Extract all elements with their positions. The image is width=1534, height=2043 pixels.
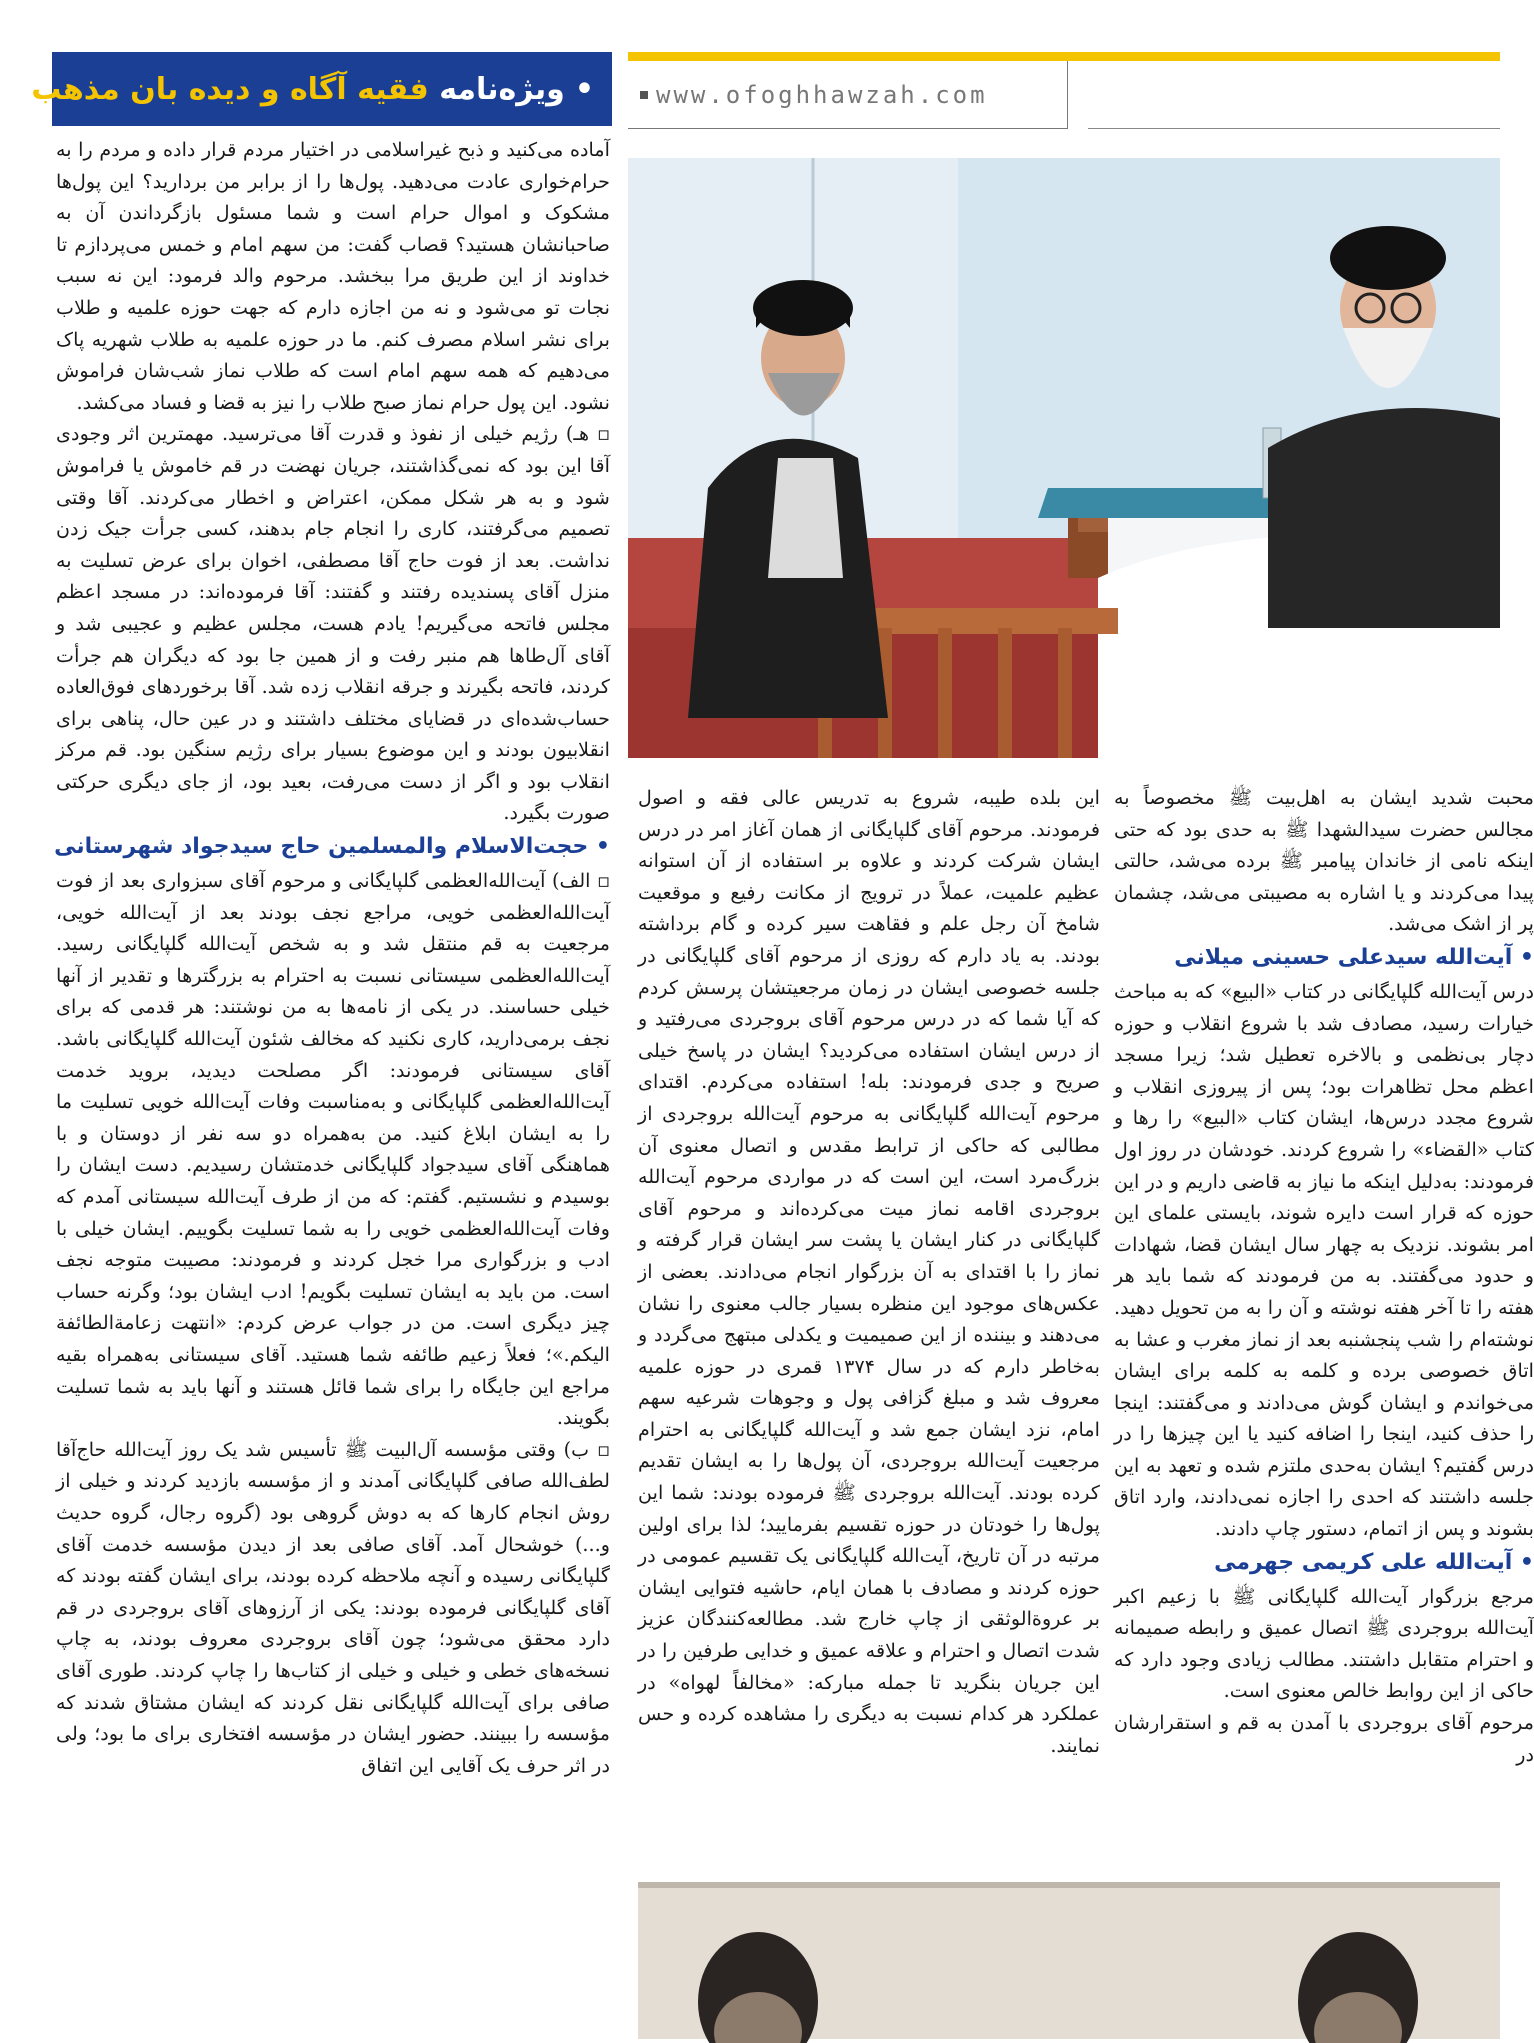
left-paragraph-3: ▫ الف) آیت‌الله‌العظمی گلپایگانی و مرحوم آقای سبزواری بعد از فوت آیت‌الله‌العظمی خویی، مراجع نجف بودند بعد از آیت‌الله خویی، مرجعیت به قم منتقل شد و به شخص آیت‌الله گلپایگانی رسید. آیت‌الله‌العظمی سیستانی نسبت به احترام به بزرگترها و تقدیر از آنها خیلی حساسند. در یکی از نامه‌ها به من نوشتند: هر قدمی که برای نجف برمی‌دارید، کاری نکنید که مخالف شئون آیت‌الله گلپایگانی باشد. آقای سیستانی فرمودند: اگر مصلحت دیدید، بروید خدمت آیت‌الله‌العظمی گلپایگانی و به‌مناسبت وفات آیت‌الله خویی تسلیت ما را به ایشان ابلاغ کنید. من به‌همراه دو سه نفر از دوستان و با هماهنگی آقای سیدجواد گلپایگانی خدمتشان رسیدیم. دست ایشان را بوسیدم و نشستیم. گفتم: که من از طرف آیت‌الله سیستانی آمدم که وفات آیت‌الله‌العظمی خویی را به شما تسلیت بگوییم. ایشان خیلی با ادب و بزرگواری مرا خجل کردند و فرمودند: مصیبت متوجه نجف است. من باید به ایشان تسلیت بگویم! ادب ایشان بود؛ وگرنه حساب چیز دیگری است. من در جواب عرض کردم: «انتهت زعامة‌الطائفة الیکم.»؛ فعلاً زعیم طائفه شما هستید. آقای سیستانی به‌همراه بقیه مراجع این جایگاه را برای شما قائل هستند و آنها باید به شما تسلیت بگویند.: [56, 869, 610, 1430]
header-bar: [31, 52, 612, 126]
middle-column: [638, 782, 1100, 1872]
right-heading-milani: • آیت‌الله سیدعلی حسینی میلانی: [1174, 944, 1534, 970]
header-highlight: فقیه آگاه و دیده بان مذهب: [31, 71, 429, 107]
top-yellow-rule: [628, 52, 1500, 61]
left-heading-shahrestani: • حجت‌الاسلام والمسلمین حاج سیدجواد شهرستانی: [54, 834, 610, 860]
right-paragraph-1: محبت شدید ایشان به اهل‌بیت ﷺ مخصوصاً به مجالس حضرت سیدالشهدا ﷺ به حدی بود که حتی اینکه نامی از خاندان پیامبر ﷺ برده می‌شد، حالتی پیدا می‌کردند و یا اشاره به مصیبتی می‌شد، چشمان پر از اشک می‌شد.: [1114, 786, 1534, 936]
header-bullet: •: [574, 71, 594, 107]
middle-paragraph-1: این بلده طیبه، شروع به تدریس عالی فقه و اصول فرمودند. مرحوم آقای گلپایگانی از همان آغاز امر در درس ایشان شرکت کردند و علاوه بر استفاده از آن استوانه عظیم علمیت، عملاً در ترویج از مکانت رفیع و موقعیت شامخ آن رجل علم و فقاهت سیر کرده و گام برداشته بودند. به یاد دارم که روزی از مرحوم آقای گلپایگانی در جلسه خصوصی ایشان در زمان مرجعیتشان پرسش کردم که آیا شما که در درس مرحوم آقای بروجردی می‌رفتید و از درس ایشان استفاده می‌کردید؟ ایشان در پاسخ خیلی صریح و جدی فرمودند: بله! استفاده می‌کردم. اقتدای مرحوم آیت‌الله گلپایگانی به مرحوم آیت‌الله بروجردی از مطالبی که حاکی از ترابط مقدس و اتصال معنوی آن بزرگ‌مرد است، این است که در مواردی مرحوم آیت‌الله بروجردی اقامه نماز میت می‌کرده‌اند و مرحوم آقای گلپایگانی در کنار ایشان یا پشت سر ایشان قرار گرفته و نماز را با اقتدای به آن بزرگوار انجام می‌دادند. بعضی از عکس‌های موجود این منظره بسیار جالب معنوی را نشان می‌دهند و بیننده از این صمیمیت و یکدلی مبتهج می‌گردد و به‌خاطر دارم که در سال ۱۳۷۴ قمری در حوزه علمیه معروف شد و مبلغ گزافی پول و وجوهات شرعیه سهم امام، نزد ایشان جمع شد و آیت‌الله گلپایگانی به احترام مرجعیت آیت‌الله بروجردی، آن پول‌ها را به ایشان تقدیم کرده بودند. آیت‌الله بروجردی ﷺ فرموده بودند: شما این پول‌ها را خودتان در حوزه تقسیم بفرمایید؛ لذا برای اولین مرتبه در آن تاریخ، آیت‌الله گلپایگانی یک تقسیم عمومی در حوزه کردند و مصادف با همان ایام، حاشیه فتوایی ایشان بر عروة‌الوثقی از چاپ خارج شد. مطالعه‌کنندگان عزیز شدت اتصال و احترام و علاقه عمیق و خدایی طرفین را در این جریان بنگرید تا جمله مبارکه: «مخالفاً لهواه» در عملکرد هر کدام نسبت به دیگری را مشاهده کرده و حس نمایند.: [638, 786, 1101, 1757]
right-column: [1114, 782, 1534, 1872]
website-url: www.ofoghhawzah.com: [656, 80, 988, 109]
right-heading-jahromi: • آیت‌الله علی کریمی جهرمی: [1214, 1549, 1534, 1575]
right-paragraph-3: مرجع بزرگوار آیت‌الله گلپایگانی ﷺ با زعیم اکبر آیت‌الله بروجردی ﷺ اتصال عمیق و رابطه صمیمانه و احترام متقابل داشتند. مطالب زیادی وجود دارد که حاکی از این روابط خالص معنوی است.: [1114, 1584, 1534, 1703]
photo-two-clerics-drawing: [628, 158, 1500, 758]
left-paragraph-1: آماده می‌کنید و ذبح غیراسلامی در اختیار مردم قرار داده و مردم را به حرام‌خواری عادت می‌دهید. پول‌ها را از برابر من بردارید؟ این پول‌ها مشکوک و اموال حرام است و شما مسئول بازگرداندن آن به صاحبانشان هستید؟ قصاب گفت: من سهم امام و خمس می‌پردازم تا خداوند از این طریق مرا ببخشد. مرحوم والد فرمود: این نه سبب نجات تو می‌شود و نه من اجازه دارم که جهت حوزه علمیه و طلاب برای نشر اسلام مصرف کنم. ما در حوزه علمیه به طلاب شهریه پاک می‌دهیم که همه سهم امام است که طلاب نماز شب‌شان فراموش نشود. این پول حرام نماز صبح طلاب را نیز به قضا و فساد می‌کشد.: [56, 138, 610, 414]
photo-portraits-drawing: [638, 1882, 1500, 2039]
photo-two-clerics: [628, 158, 1500, 758]
photo-portraits: [638, 1882, 1500, 2039]
left-paragraph-2: ▫ هـ) رژیم خیلی از نفوذ و قدرت آقا می‌ترسید. مهمترین اثر وجودی آقا این بود که نمی‌گذاشتند، جریان نهضت در قم خاموش یا فراموش شود و به هر شکل ممکن، اعتراض و اخطار می‌کردند. آقا وقتی تصمیم می‌گرفتند، کاری را انجام جام بدهند، کسی جرأت جیک زدن نداشت. بعد از فوت حاج آقا مصطفی، اخوان برای عرض تسلیت به منزل آقای پسندیده رفتند و گفتند: آقا فرموده‌اند: در مسجد اعظم مجلس فاتحه می‌گیریم! یادم هست، مجلس عظیم و عجیبی شد و آقای آل‌طاها هم منبر رفت و از همین جا بود که دیگران هم جرأت کردند، فاتحه بگیرند و جرقه انقلاب زده شد. آقا برخوردهای فوق‌العاده حساب‌شده‌ای در قضایای مختلف داشتند و در عین حال، پناهی برای انقلابیون بودند و این موضوع بسیار برای رژیم سنگین بود. قم مرکز انقلاب بود و اگر از دست می‌رفت، بعید بود، از جای دیگری حرکتی صورت بگیرد.: [56, 422, 610, 825]
left-paragraph-4: ▫ ب) وقتی مؤسسه آل‌البیت ﷺ تأسیس شد یک روز آیت‌الله حاج‌آقا لطف‌الله صافی گلپایگانی آمدند و از مؤسسه بازدید کردند و خیلی از روش انجام کارها که به دوش گروهی بود (گروه رجال، گروه حدیث و...) خوشحال آمد. آقای صافی بعد از دیدن مؤسسه خدمت آقای گلپایگانی رسیده و آنچه ملاحظه کرده بودند، برای ایشان گفته بودند که آقای گلپایگانی فرموده بودند: یکی از آرزوهای آقای بروجردی در قم دارد محقق می‌شود؛ چون آقای بروجردی معروف بودند، به چاپ نسخه‌های خطی و خیلی و خیلی از کتاب‌ها را چاپ کردند. طوری آقای صافی برای آیت‌الله گلپایگانی نقل کردند که ایشان مشتاق شدند که مؤسسه را ببینند. حضور ایشان در مؤسسه افتخاری برای ما بود؛ ولی در اثر حرف یک آقایی این اتفاق: [56, 1437, 610, 1777]
url-box: [628, 61, 1068, 129]
left-column: [56, 134, 610, 2039]
right-paragraph-2: درس آیت‌الله گلپایگانی در کتاب «البیع» که به مباحث خیارات رسید، مصادف شد با شروع انقلاب و حوزه دچار بی‌نظمی و بالاخره تعطیل شد؛ زیرا مسجد اعظم محل تظاهرات بود؛ پس از پیروزی انقلاب و شروع مجدد درس‌ها، ایشان کتاب «البیع» را رها و کتاب «القضاء» را شروع کردند. خودشان در روز اول فرمودند: به‌دلیل اینکه ما نیاز به قاضی داریم و در این حوزه که قرار است دایره شوند، بایستی علمای این امر بشوند. نزدیک به چهار سال ایشان قضا، شهادات و حدود می‌گفتند. به من فرمودند که شما باید هر هفته را تا آخر هفته نوشته و آن را به من تحویل دهید. نوشته‌ام را شب پنجشنبه بعد از نماز مغرب و عشا به اتاق خصوصی برده و کلمه به کلمه برای ایشان می‌خواندم و ایشان گوش می‌دادند و می‌گفتند: اینجا را حذف کنید، اینجا را اضافه کنید یا این چیزها را در درس گفتیم؟ ایشان به‌حدی ملتزم شده و تعهد به این جلسه داشتند که احدی را اجازه نمی‌دادند، وارد اتاق بشوند و پس از اتمام، دستور چاپ دادند.: [1114, 979, 1534, 1541]
right-paragraph-4: مرحوم آقای بروجردی با آمدن به قم و استقرارشان در: [1114, 1711, 1534, 1766]
url-square-icon: [640, 91, 648, 99]
grey-rule: [1088, 128, 1500, 129]
header-prefix: ویژه‌نامه: [439, 71, 565, 107]
